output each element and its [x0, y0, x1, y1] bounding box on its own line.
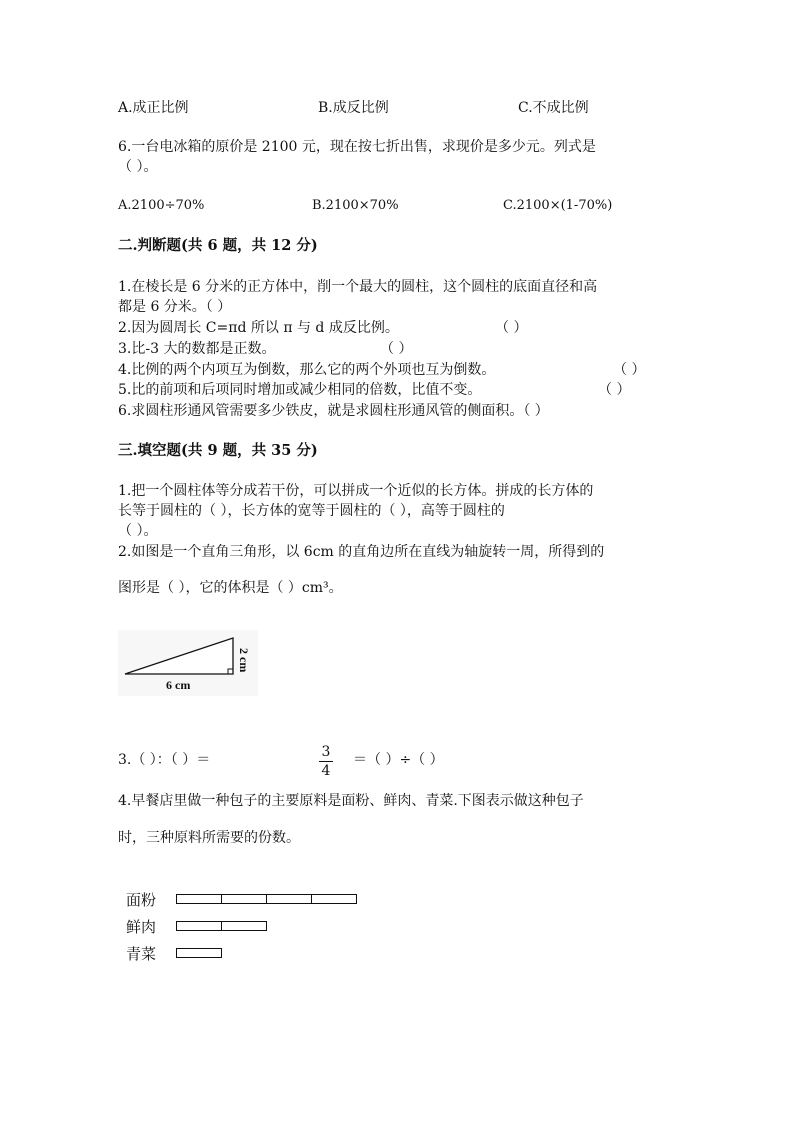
judge-item-5-blank[interactable]: （ ）: [598, 382, 631, 398]
judge-item-1-line2: 都是 6 分米。（ ）: [118, 299, 232, 315]
ingredient-bar: [176, 921, 266, 931]
q6-option-b[interactable]: B.2100×70%: [312, 198, 399, 213]
ingredient-bar: [176, 948, 221, 958]
height-label: 2 cm: [237, 648, 251, 673]
ingredient-label: 鲜肉: [126, 918, 157, 936]
bar-part: [221, 894, 267, 904]
judge-item-1-line1: 1.在棱长是 6 分米的正方体中，削一个最大的圆柱，这个圆柱的底面直径和高: [118, 279, 598, 295]
fill-q3-left: 3.（ ）：（ ）＝: [118, 752, 211, 768]
fill-q3-right: ＝（ ）÷（ ）: [353, 752, 444, 768]
fraction-denominator: 4: [321, 763, 331, 779]
judge-item-6: 6.求圆柱形通风管需要多少铁皮，就是求圆柱形通风管的侧面积。（ ）: [118, 403, 549, 419]
fill-q1-line1: 1.把一个圆柱体等分成若干份，可以拼成一个近似的长方体。拼成的长方体的: [118, 483, 594, 499]
fraction-three-quarters: [319, 744, 333, 779]
bar-part: [176, 948, 222, 958]
judge-item-4-blank[interactable]: （ ）: [613, 362, 646, 378]
fill-q4-line2: 时，三种原料所需要的份数。: [118, 830, 300, 846]
section-3-title: 三.填空题(共 9 题，共 35 分): [118, 442, 318, 459]
judge-item-4: 4.比例的两个内项互为倒数，那么它的两个外项也互为倒数。: [118, 362, 496, 378]
right-triangle-figure: [118, 630, 258, 696]
bar-part: [266, 894, 312, 904]
fill-q2-line2: 图形是（ ），它的体积是（ ）cm³。: [118, 580, 343, 596]
fill-q1-line3: （ ）。: [118, 523, 158, 539]
judge-item-2: 2.因为圆周长 C=πd 所以 π 与 d 成反比例。: [118, 320, 399, 336]
fill-q2-line1: 2.如图是一个直角三角形，以 6cm 的直角边所在直线为轴旋转一周，所得到的: [118, 544, 605, 560]
fraction-numerator: 3: [321, 744, 331, 760]
ingredient-bar: [176, 894, 356, 904]
judge-item-5: 5.比的前项和后项同时增加或减少相同的倍数，比值不变。: [118, 382, 482, 398]
bar-part: [176, 921, 222, 931]
judge-item-3: 3.比-3 大的数都是正数。: [118, 341, 276, 357]
q5-option-c[interactable]: C.不成比例: [518, 100, 589, 116]
q6-stem-line2: （ ）。: [118, 159, 158, 175]
bar-part: [221, 921, 267, 931]
base-label: 6 cm: [166, 678, 191, 692]
q6-option-c[interactable]: C.2100×(1-70%): [503, 198, 613, 213]
q6-stem-line1: 6.一台电冰箱的原价是 2100 元，现在按七折出售，求现价是多少元。列式是: [118, 139, 596, 155]
fill-q4-line1: 4.早餐店里做一种包子的主要原料是面粉、鲜肉、青菜.下图表示做这种包子: [118, 793, 584, 809]
bar-part: [176, 894, 222, 904]
ingredient-label: 青菜: [126, 945, 157, 963]
q5-option-a[interactable]: A.成正比例: [118, 100, 189, 116]
ingredient-label: 面粉: [126, 891, 157, 909]
fill-q1-line2: 长等于圆柱的（ ），长方体的宽等于圆柱的（ ），高等于圆柱的: [118, 503, 505, 519]
judge-item-3-blank[interactable]: （ ）: [380, 341, 413, 357]
bar-part: [311, 894, 357, 904]
section-2-title: 二.判断题(共 6 题，共 12 分): [118, 237, 318, 254]
q5-option-b[interactable]: B.成反比例: [318, 100, 389, 116]
q6-option-a[interactable]: A.2100÷70%: [118, 198, 205, 213]
judge-item-2-blank[interactable]: （ ）: [495, 320, 528, 336]
fraction-bar: [319, 761, 333, 762]
